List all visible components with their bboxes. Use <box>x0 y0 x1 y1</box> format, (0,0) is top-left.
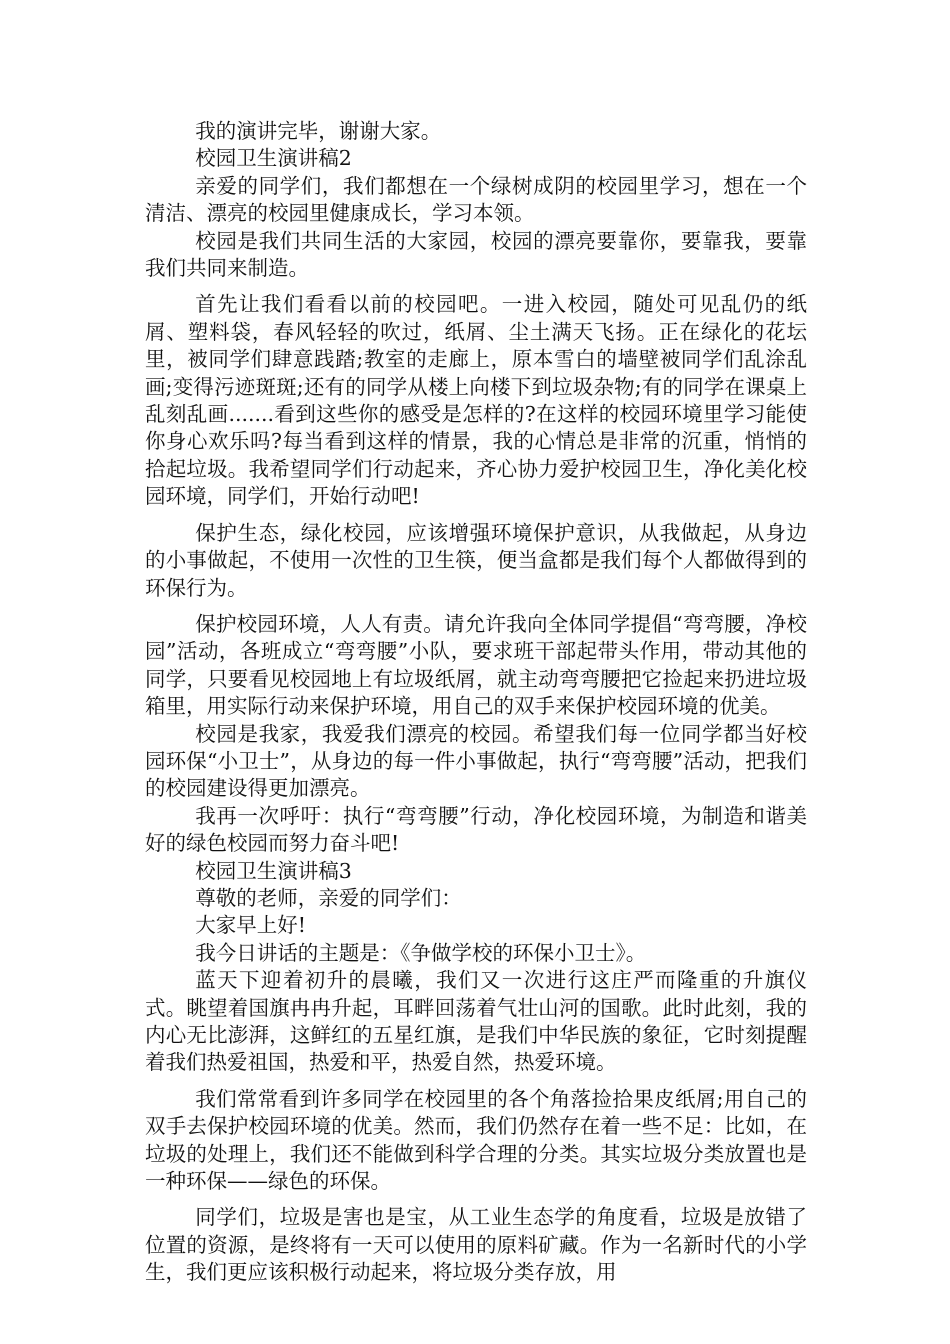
paragraph: 蓝天下迎着初升的晨曦，我们又一次进行这庄严而隆重的升旗仪式。眺望着国旗冉冉升起，耳畔回荡着气壮山河的国歌。此时此刻，我的内心无比澎湃，这鲜红的五星红旗，是我们中华民族的象征，它时刻提醒着我们热爱祖国，热爱和平，热爱自然，热爱环境。 <box>145 968 807 1075</box>
paragraph: 保护生态，绿化校园，应该增强环境保护意识，从我做起，从身边的小事做起，不使用一次性的卫生筷，便当盒都是我们每个人都做得到的环保行为。 <box>145 520 807 600</box>
paragraph: 我再一次呼吁：执行“弯弯腰”行动，净化校园环境，为制造和谐美好的绿色校园而努力奋斗吧! <box>145 803 807 856</box>
paragraph: 校园是我家，我爱我们漂亮的校园。希望我们每一位同学都当好校园环保“小卫士”，从身边的每一件小事做起，执行“弯弯腰”活动，把我们的校园建设得更加漂亮。 <box>145 721 807 801</box>
paragraph: 保护校园环境，人人有责。请允许我向全体同学提倡“弯弯腰，净校园”活动，各班成立“弯弯腰”小队，要求班干部起带头作用，带动其他的同学，只要看见校园地上有垃圾纸屑，就主动弯弯腰把它捡起来扔进垃圾箱里，用实际行动来保护环境，用自己的双手来保护校园环境的优美。 <box>145 611 807 719</box>
paragraph: 亲爱的同学们，我们都想在一个绿树成阴的校园里学习，想在一个清洁、漂亮的校园里健康成长，学习本领。 <box>145 173 807 226</box>
paragraph-closing: 我的演讲完毕，谢谢大家。 <box>195 119 442 143</box>
heading-speech-3: 校园卫生演讲稿3 <box>195 858 352 883</box>
paragraph-greeting: 大家早上好! <box>195 913 306 938</box>
document-body <box>145 118 807 1287</box>
heading-speech-2: 校园卫生演讲稿2 <box>195 146 352 171</box>
paragraph: 同学们，垃圾是害也是宝，从工业生态学的角度看，垃圾是放错了位置的资源，是终将有一天可以使用的原料矿藏。作为一名新时代的小学生，我们更应该积极行动起来，将垃圾分类存放，用 <box>145 1205 807 1285</box>
paragraph: 校园是我们共同生活的大家园，校园的漂亮要靠你，要靠我，要靠我们共同来制造。 <box>145 228 807 281</box>
paragraph-salutation: 尊敬的老师，亲爱的同学们： <box>195 885 462 910</box>
paragraph: 首先让我们看看以前的校园吧。一进入校园，随处可见乱仍的纸屑、塑料袋，春风轻轻的吹过，纸屑、尘土满天飞扬。正在绿化的花坛里，被同学们肆意践踏;教室的走廊上，原本雪白的墙壁被同学们乱涂乱画;变得污迹斑斑;还有的同学从楼上向楼下到垃圾杂物;有的同学在课桌上乱刻乱画.......看到这些你的感受是怎样的?在这样的校园环境里学习能使你身心欢乐吗?每当看到这样的情景，我的心情总是非常的沉重，悄悄的拾起垃圾。我希望同学们行动起来，齐心协力爱护校园卫生，净化美化校园环境，同学们，开始行动吧! <box>145 292 807 509</box>
paragraph: 我们常常看到许多同学在校园里的各个角落捡拾果皮纸屑;用自己的双手去保护校园环境的优美。然而，我们仍然存在着一些不足：比如，在垃圾的处理上，我们还不能做到科学合理的分类。其实垃圾分类放置也是一种环保——绿色的环保。 <box>145 1086 807 1194</box>
paragraph-topic: 我今日讲话的主题是：《争做学校的环保小卫士》。 <box>195 940 647 965</box>
